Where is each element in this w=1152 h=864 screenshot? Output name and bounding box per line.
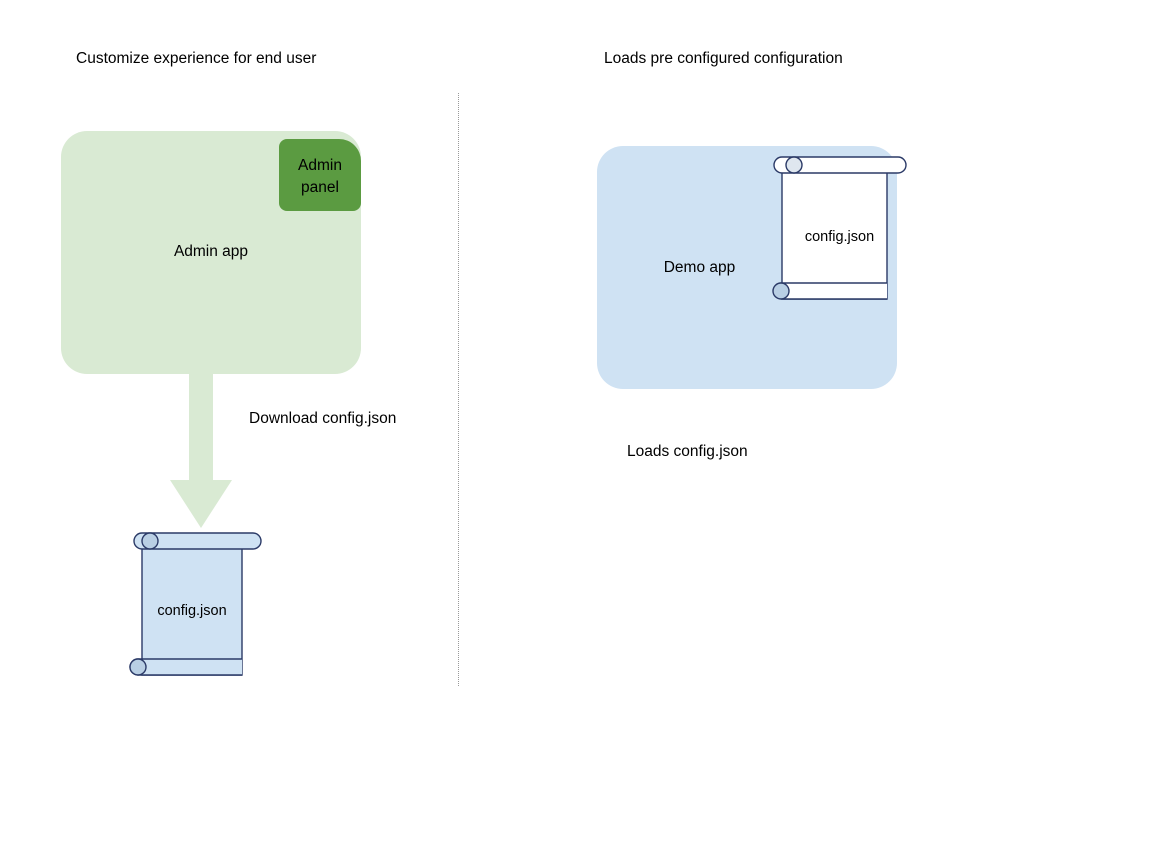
left-column-heading: Customize experience for end user: [76, 50, 317, 67]
admin-app-label: Admin app: [173, 243, 249, 260]
column-divider: [458, 93, 459, 686]
config-file-left-label: config.json: [157, 603, 227, 619]
demo-app-label: Demo app: [663, 259, 736, 276]
loads-config-caption: Loads config.json: [627, 443, 748, 460]
download-arrow-label: Download config.json: [249, 410, 397, 427]
right-column-heading: Loads pre configured configuration: [604, 50, 843, 67]
config-file-right: [772, 151, 907, 307]
config-file-left: [122, 527, 262, 689]
admin-panel-label: Admin panel: [298, 157, 342, 196]
config-file-right-label: config.json: [804, 229, 875, 245]
download-arrow-icon: [170, 370, 232, 530]
